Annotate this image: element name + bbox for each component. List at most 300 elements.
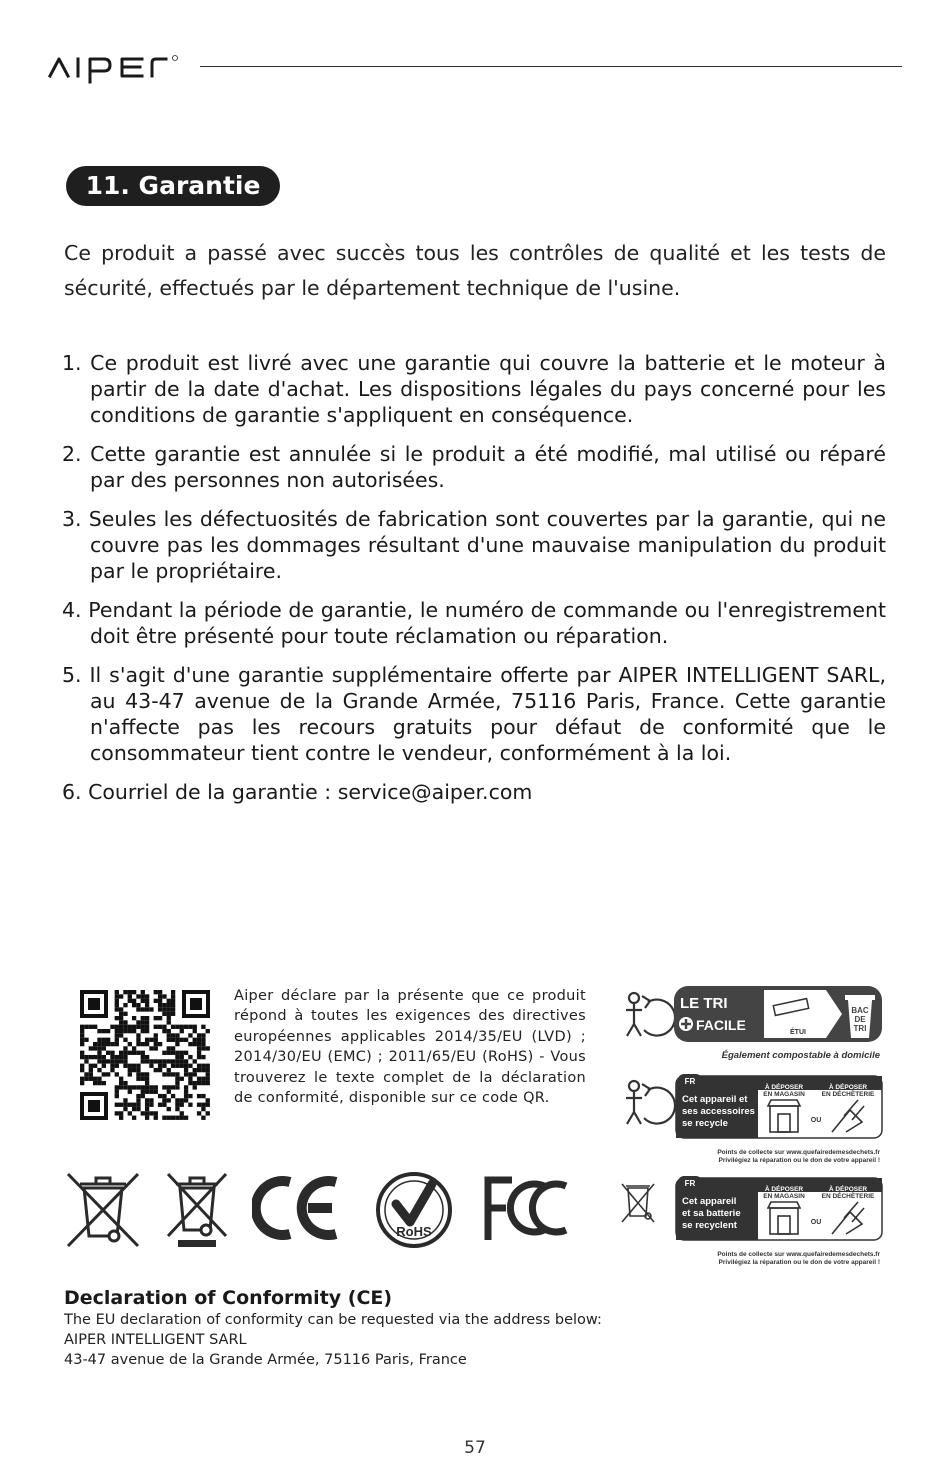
qr-module	[128, 1029, 132, 1033]
qr-module	[167, 1033, 171, 1037]
qr-module	[106, 1029, 110, 1033]
qr-module	[128, 1025, 132, 1029]
qr-module	[119, 1085, 123, 1089]
qr-module	[128, 1103, 132, 1107]
qr-module	[119, 1111, 123, 1115]
qr-module	[123, 990, 127, 994]
qr-module	[80, 1038, 84, 1042]
qr-module	[136, 1085, 140, 1089]
qr-module	[145, 1055, 149, 1059]
qr-module	[123, 1085, 127, 1089]
qr-module	[184, 1116, 188, 1120]
warranty-item: 5. Il s'agit d'une garantie supplémentaire offerte par AIPER INTELLIGENT SARL, au 43-47 avenue de la Grande Armée, 75116 Paris, France. Cette garantie n'affecte pas les recours gratuits pour défaut de conformité que le consommateur tient contre le vendeur, conformément à la loi.	[62, 663, 886, 765]
qr-module	[175, 1025, 179, 1029]
qr-module	[175, 1107, 179, 1111]
qr-module	[102, 1072, 106, 1076]
qr-module	[141, 994, 145, 998]
qr-module	[158, 1068, 162, 1072]
qr-module	[145, 1098, 149, 1102]
qr-module	[80, 1077, 84, 1081]
qr-module	[132, 1003, 136, 1007]
qr-module	[180, 1098, 184, 1102]
qr-module	[136, 1068, 140, 1072]
qr-module	[171, 1116, 175, 1120]
qr-module	[184, 1085, 188, 1089]
qr-module	[167, 1059, 171, 1063]
qr-module	[145, 1090, 149, 1094]
qr-module	[175, 1116, 179, 1120]
qr-module	[119, 1025, 123, 1029]
svg-text:TRI: TRI	[853, 1024, 867, 1033]
qr-module	[180, 1059, 184, 1063]
rohs-mark-icon	[374, 1170, 454, 1250]
qr-module	[175, 1081, 179, 1085]
warranty-item: 2. Cette garantie est annulée si le produit a été modifié, mal utilisé ou réparé par des personnes non autorisées.	[62, 442, 886, 492]
qr-module	[158, 1103, 162, 1107]
qr-module	[171, 1038, 175, 1042]
qr-module	[184, 1090, 188, 1094]
qr-module	[193, 1072, 197, 1076]
triman-icon	[626, 993, 675, 1036]
qr-module	[175, 1072, 179, 1076]
qr-module	[162, 1051, 166, 1055]
qr-module	[123, 1055, 127, 1059]
qr-module	[175, 1064, 179, 1068]
qr-module	[80, 1025, 84, 1029]
svg-text:EN MAGASIN: EN MAGASIN	[763, 1091, 805, 1098]
qr-module	[206, 1029, 210, 1033]
qr-module	[128, 1085, 132, 1089]
qr-module	[106, 1042, 110, 1046]
qr-module	[141, 1059, 145, 1063]
qr-module	[145, 1107, 149, 1111]
qr-module	[136, 1107, 140, 1111]
qr-module	[162, 1029, 166, 1033]
qr-module	[123, 1003, 127, 1007]
qr-module	[115, 1085, 119, 1089]
qr-module	[145, 1111, 149, 1115]
qr-module	[154, 1042, 158, 1046]
qr-module	[115, 990, 119, 994]
qr-module	[201, 1068, 205, 1072]
qr-module	[188, 1064, 192, 1068]
warranty-list	[62, 350, 886, 818]
qr-module	[80, 1029, 84, 1033]
qr-module	[123, 1059, 127, 1063]
svg-text:OU: OU	[810, 1219, 822, 1226]
qr-module	[167, 1003, 171, 1007]
qr-module	[145, 1042, 149, 1046]
qr-module	[119, 1077, 123, 1081]
qr-module	[193, 1081, 197, 1085]
qr-module	[175, 1051, 179, 1055]
qr-code[interactable]	[80, 990, 210, 1120]
qr-module	[110, 1064, 114, 1068]
qr-module	[136, 1064, 140, 1068]
qr-module	[180, 1111, 184, 1115]
qr-module	[158, 990, 162, 994]
qr-module	[128, 994, 132, 998]
qr-module	[132, 990, 136, 994]
qr-module	[167, 1107, 171, 1111]
le-tri-label: LE TRI	[680, 995, 728, 1012]
qr-module	[167, 1116, 171, 1120]
qr-module	[167, 1016, 171, 1020]
qr-module	[89, 1068, 93, 1072]
qr-module	[115, 1090, 119, 1094]
qr-module	[97, 1042, 101, 1046]
qr-module	[102, 1081, 106, 1085]
warranty-item: 4. Pendant la période de garantie, le numéro de commande ou l'enregistrement doit être présenté pour toute réclamation ou réparation.	[62, 598, 886, 648]
qr-module	[149, 1103, 153, 1107]
qr-module	[162, 1007, 166, 1011]
qr-module	[110, 1051, 114, 1055]
qr-module	[97, 1055, 101, 1059]
qr-module	[201, 1107, 205, 1111]
qr-module	[119, 1033, 123, 1037]
qr-module	[110, 1055, 114, 1059]
qr-module	[162, 1103, 166, 1107]
qr-module	[193, 1068, 197, 1072]
qr-module	[115, 1055, 119, 1059]
qr-module	[171, 990, 175, 994]
qr-module	[97, 1051, 101, 1055]
svg-text:FR: FR	[684, 1077, 696, 1086]
triman-accessories-panel	[614, 1070, 886, 1166]
qr-module	[136, 1072, 140, 1076]
qr-module	[162, 1072, 166, 1076]
qr-module	[119, 1012, 123, 1016]
qr-module	[167, 1072, 171, 1076]
qr-module	[132, 1103, 136, 1107]
etui-label: ÉTUI	[790, 1029, 806, 1036]
qr-module	[193, 1085, 197, 1089]
qr-module	[119, 1059, 123, 1063]
qr-module	[162, 1003, 166, 1007]
qr-module	[119, 994, 123, 998]
qr-module	[141, 1016, 145, 1020]
qr-module	[171, 1033, 175, 1037]
qr-module	[80, 1033, 84, 1037]
qr-module	[167, 999, 171, 1003]
qr-module	[80, 1051, 84, 1055]
qr-module	[141, 1029, 145, 1033]
qr-module	[154, 1033, 158, 1037]
qr-module	[154, 1085, 158, 1089]
qr-module	[171, 1059, 175, 1063]
qr-module	[93, 1077, 97, 1081]
qr-module	[162, 1059, 166, 1063]
qr-module	[93, 1081, 97, 1085]
qr-module	[115, 1029, 119, 1033]
qr-module	[149, 1098, 153, 1102]
qr-module	[145, 1077, 149, 1081]
svg-text:À DÉPOSER: À DÉPOSER	[828, 1186, 868, 1193]
qr-module	[162, 1064, 166, 1068]
qr-module	[80, 1081, 84, 1085]
qr-module	[141, 1090, 145, 1094]
svg-text:EN MAGASIN: EN MAGASIN	[763, 1193, 805, 1200]
qr-module	[84, 1025, 88, 1029]
qr-module	[115, 1064, 119, 1068]
qr-module	[119, 1116, 123, 1120]
qr-module	[102, 1059, 106, 1063]
qr-module	[158, 1007, 162, 1011]
qr-module	[123, 1012, 127, 1016]
qr-module	[102, 1029, 106, 1033]
qr-module	[193, 1042, 197, 1046]
qr-module	[102, 1046, 106, 1050]
qr-module	[80, 1068, 84, 1072]
qr-module	[171, 1025, 175, 1029]
qr-module	[145, 1016, 149, 1020]
compostable-note: Également compostable à domicile	[721, 1050, 880, 1061]
qr-module	[123, 1103, 127, 1107]
qr-module	[115, 1059, 119, 1063]
qr-module	[171, 1012, 175, 1016]
qr-module	[180, 1051, 184, 1055]
qr-module	[123, 1020, 127, 1024]
qr-module	[89, 1046, 93, 1050]
qr-module	[84, 1072, 88, 1076]
qr-module	[197, 1055, 201, 1059]
qr-module	[141, 1020, 145, 1024]
weee-bin-icon	[64, 1170, 142, 1250]
qr-module	[110, 1042, 114, 1046]
triman-battery-panel	[614, 1172, 886, 1268]
qr-module	[197, 1077, 201, 1081]
qr-module	[141, 1077, 145, 1081]
qr-module	[201, 1081, 205, 1085]
qr-module	[141, 1085, 145, 1089]
section-title: 11. Garantie	[66, 166, 280, 206]
qr-module	[106, 1038, 110, 1042]
qr-module	[128, 1064, 132, 1068]
qr-module	[102, 1064, 106, 1068]
qr-module	[141, 1072, 145, 1076]
qr-module	[171, 1072, 175, 1076]
qr-module	[206, 1064, 210, 1068]
qr-module	[162, 1094, 166, 1098]
qr-module	[201, 1094, 205, 1098]
qr-module	[115, 1103, 119, 1107]
qr-module	[149, 1064, 153, 1068]
qr-module	[171, 1064, 175, 1068]
qr-module	[154, 1111, 158, 1115]
qr-module	[145, 1003, 149, 1007]
qr-module	[132, 999, 136, 1003]
qr-module	[154, 1025, 158, 1029]
qr-module	[175, 1085, 179, 1089]
qr-module	[180, 1116, 184, 1120]
qr-module	[123, 1064, 127, 1068]
qr-module	[115, 1033, 119, 1037]
qr-module	[97, 1038, 101, 1042]
qr-module	[132, 1051, 136, 1055]
qr-module	[197, 1046, 201, 1050]
qr-module	[110, 1025, 114, 1029]
qr-module	[115, 1025, 119, 1029]
qr-module	[115, 994, 119, 998]
qr-module	[141, 1111, 145, 1115]
qr-module	[167, 1068, 171, 1072]
qr-module	[167, 1085, 171, 1089]
qr-module	[180, 1025, 184, 1029]
qr-module	[136, 994, 140, 998]
qr-module	[115, 1111, 119, 1115]
qr-module	[149, 1085, 153, 1089]
qr-module	[119, 1016, 123, 1020]
qr-module	[132, 1107, 136, 1111]
qr-module	[184, 1064, 188, 1068]
qr-module	[154, 1059, 158, 1063]
qr-module	[188, 1042, 192, 1046]
qr-module	[102, 1055, 106, 1059]
qr-module	[132, 1116, 136, 1120]
qr-module	[158, 999, 162, 1003]
qr-module	[128, 1042, 132, 1046]
qr-module	[167, 1012, 171, 1016]
qr-module	[84, 1077, 88, 1081]
qr-module	[145, 1072, 149, 1076]
qr-module	[206, 1072, 210, 1076]
qr-module	[154, 1046, 158, 1050]
qr-module	[128, 1111, 132, 1115]
qr-module	[80, 1042, 84, 1046]
qr-module	[89, 1077, 93, 1081]
qr-module	[128, 1051, 132, 1055]
qr-module	[154, 1016, 158, 1020]
qr-module	[123, 1025, 127, 1029]
svg-text:Points de collecte sur www.que: Points de collecte sur www.quefairedemesdechets.fr	[717, 1251, 880, 1258]
qr-module	[145, 1025, 149, 1029]
qr-module	[197, 1103, 201, 1107]
qr-module	[158, 1059, 162, 1063]
qr-module	[89, 1072, 93, 1076]
qr-module	[84, 1038, 88, 1042]
qr-module	[97, 1077, 101, 1081]
qr-module	[162, 1025, 166, 1029]
crossed-bin-icon	[622, 1184, 654, 1222]
qr-module	[97, 1029, 101, 1033]
header-rule	[200, 66, 902, 67]
qr-module	[158, 1064, 162, 1068]
qr-module	[128, 999, 132, 1003]
qr-module	[201, 1038, 205, 1042]
qr-module	[201, 1077, 205, 1081]
qr-module	[115, 1072, 119, 1076]
qr-module	[115, 1042, 119, 1046]
svg-text:Cet appareil: Cet appareil	[682, 1196, 737, 1207]
warranty-item: 3. Seules les défectuosités de fabrication sont couvertes par la garantie, qui ne couvre pas les dommages résultant d'une mauvaise manipulation du produit par le propriétaire.	[62, 507, 886, 583]
qr-module	[184, 1094, 188, 1098]
qr-module	[141, 999, 145, 1003]
qr-module	[175, 1098, 179, 1102]
qr-module	[145, 999, 149, 1003]
qr-module	[162, 1085, 166, 1089]
qr-module	[119, 1055, 123, 1059]
warranty-item: 6. Courriel de la garantie : service@aiper.com	[62, 780, 533, 804]
qr-module	[154, 1068, 158, 1072]
qr-module	[115, 999, 119, 1003]
facile-label: FACILE	[696, 1017, 746, 1033]
qr-module	[119, 1051, 123, 1055]
qr-module	[188, 1072, 192, 1076]
qr-module	[97, 1046, 101, 1050]
qr-module	[123, 1029, 127, 1033]
qr-module	[93, 1042, 97, 1046]
qr-module	[201, 1116, 205, 1120]
qr-module	[136, 1103, 140, 1107]
qr-module	[136, 1042, 140, 1046]
qr-module	[136, 1098, 140, 1102]
qr-module	[149, 1059, 153, 1063]
qr-module	[141, 1094, 145, 1098]
svg-text:EN DÉCHÈTERIE: EN DÉCHÈTERIE	[821, 1193, 875, 1200]
qr-module	[119, 1081, 123, 1085]
qr-module	[167, 1098, 171, 1102]
qr-module	[206, 1081, 210, 1085]
qr-module	[188, 1081, 192, 1085]
qr-module	[136, 1007, 140, 1011]
qr-module	[154, 1090, 158, 1094]
qr-module	[119, 1007, 123, 1011]
qr-module	[132, 1016, 136, 1020]
svg-text:DE: DE	[854, 1015, 866, 1024]
qr-module	[206, 1103, 210, 1107]
qr-module	[197, 1051, 201, 1055]
qr-module	[206, 1098, 210, 1102]
qr-module	[132, 1025, 136, 1029]
qr-module	[175, 1103, 179, 1107]
qr-module	[149, 1111, 153, 1115]
qr-module	[197, 1064, 201, 1068]
qr-module	[171, 994, 175, 998]
qr-module	[141, 1051, 145, 1055]
qr-module	[149, 1038, 153, 1042]
qr-module	[171, 1046, 175, 1050]
conformity-request-line: The EU declaration of conformity can be requested via the address below:	[64, 1312, 602, 1328]
qr-module	[93, 1064, 97, 1068]
qr-module	[184, 1025, 188, 1029]
qr-module	[115, 1038, 119, 1042]
qr-module	[201, 1033, 205, 1037]
qr-module	[136, 1020, 140, 1024]
svg-text:se recyclent: se recyclent	[682, 1220, 737, 1231]
qr-module	[167, 1038, 171, 1042]
qr-module	[110, 1068, 114, 1072]
qr-module	[119, 1029, 123, 1033]
qr-module	[193, 1025, 197, 1029]
qr-module	[132, 1046, 136, 1050]
qr-module	[145, 994, 149, 998]
qr-module	[84, 1055, 88, 1059]
page-number: 57	[464, 1438, 486, 1458]
qr-module	[93, 1046, 97, 1050]
qr-module	[145, 1038, 149, 1042]
qr-module	[145, 1059, 149, 1063]
qr-module	[206, 1046, 210, 1050]
qr-module	[154, 990, 158, 994]
qr-module	[158, 1025, 162, 1029]
qr-module	[132, 1064, 136, 1068]
qr-module	[175, 1059, 179, 1063]
qr-module	[162, 994, 166, 998]
declaration-text: Aiper déclare par la présente que ce produit répond à toutes les exigences des directives européennes applicables 2014/35/EU (LVD) ; 2014/30/EU (EMC) ; 2011/65/EU (RoHS) - Vous trouverez le texte complet de la déclaration de conformité, disponible sur ce code QR.	[234, 988, 586, 1107]
qr-module	[180, 1055, 184, 1059]
qr-module	[115, 1094, 119, 1098]
qr-module	[141, 1055, 145, 1059]
